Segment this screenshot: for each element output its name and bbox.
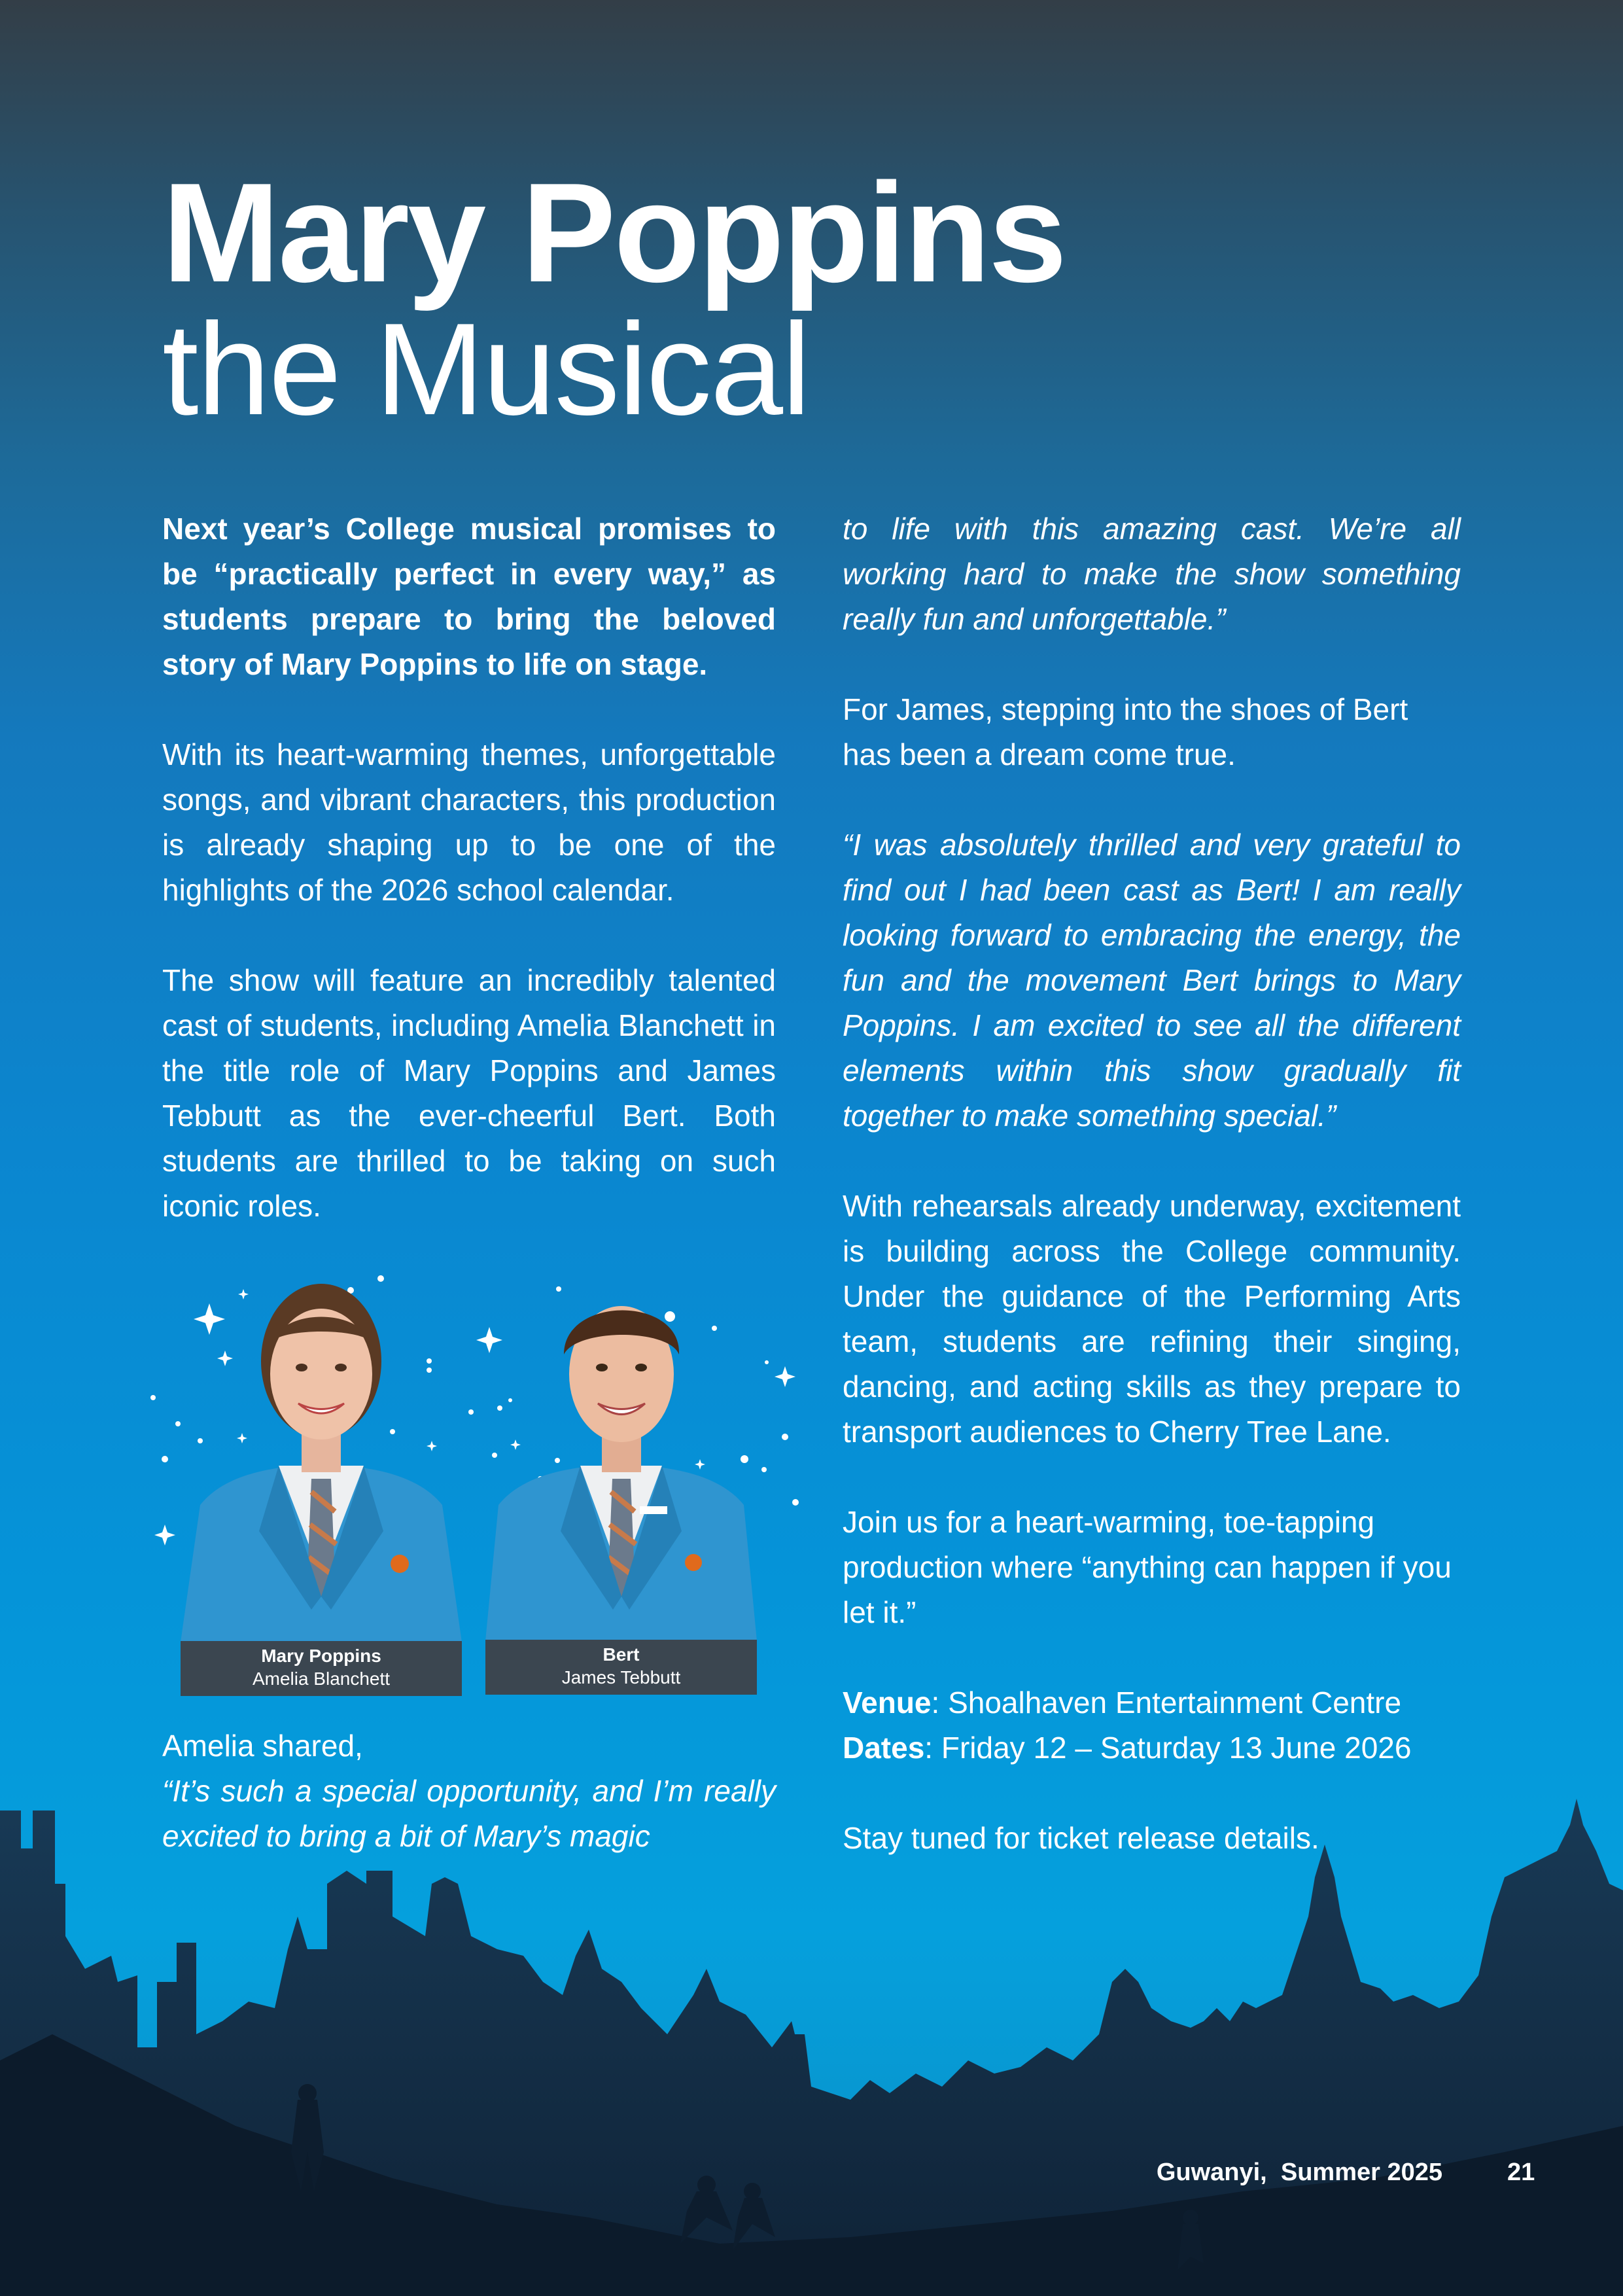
right-column (843, 506, 1461, 1861)
cast-photos (144, 1269, 811, 1701)
cast-role: Bert (602, 1644, 640, 1665)
james-quote: “I was absolutely thrilled and very grateful to find out I had been cast as Bert! I am really looking forward to embracing the energy, the fun and the movement Bert brings to Mary Poppins. I am excited to see all the different elements within this show gradually fit together to make something special.” (843, 828, 1461, 1133)
dates-label: Dates (843, 1731, 925, 1765)
london-skyline-silhouette (0, 1786, 1623, 2296)
invitation-paragraph: Join us for a heart-warming, toe-tapping production where “anything can happen if you let it.” (843, 1505, 1452, 1629)
left-column-top (162, 506, 776, 1229)
footer-publication: Guwanyi, Summer 2025 (1156, 2159, 1442, 2186)
portrait-amelia (181, 1269, 462, 1642)
cast-name: Amelia Blanchett (252, 1669, 391, 1689)
venue-value: : Shoalhaven Entertainment Centre (931, 1686, 1402, 1720)
amelia-quote-start: “It’s such a special opportunity, and I’m really excited to bring a bit of Mary’s magic (162, 1774, 776, 1853)
venue-line (843, 1680, 1461, 1725)
cast-card-mary (181, 1269, 462, 1696)
dates-line (843, 1725, 1461, 1771)
cast-card-bert (485, 1269, 757, 1695)
lead-paragraph: Next year’s College musical promises to be “practically perfect in every way,” as students prepare to bring the beloved story of Mary Poppins to life on stage. (162, 512, 776, 681)
cast-role: Mary Poppins (261, 1646, 381, 1666)
page-title (162, 153, 1066, 442)
footer-page-number: 21 (1507, 2159, 1535, 2186)
cast-caption-bert (485, 1640, 757, 1695)
title-line-2: the Musical (162, 296, 810, 442)
dates-value: : Friday 12 – Saturday 13 June 2026 (924, 1731, 1412, 1765)
rehearsals-paragraph: With rehearsals already underway, excitement is building across the College community. Under the guidance of the Performing Arts team, students are refining their singing, dancing, and acting skills as they prepare to transport audiences to Cherry Tree Lane. (843, 1189, 1461, 1449)
title-line-1: Mary Poppins (162, 153, 1066, 311)
amelia-intro: Amelia shared, (162, 1729, 363, 1763)
cast-name: James Tebbutt (561, 1667, 681, 1687)
closing-line: Stay tuned for ticket release details. (843, 1821, 1319, 1855)
amelia-quote-end: to life with this amazing cast. We’re all working hard to make the show something really fun and unforgettable.” (843, 512, 1461, 636)
cast-caption-mary (181, 1641, 462, 1696)
body-paragraph-themes: With its heart-warming themes, unforgettable songs, and vibrant characters, this production is already shaping up to be one of the highlights of the 2026 school calendar. (162, 737, 776, 907)
portrait-james (485, 1269, 757, 1641)
venue-label: Venue (843, 1686, 932, 1720)
james-intro-paragraph: For James, stepping into the shoes of Bert has been a dream come true. (843, 692, 1408, 771)
body-paragraph-cast: The show will feature an incredibly talented cast of students, including Amelia Blanchett in the title role of Mary Poppins and James Tebbutt as the ever-cheerful Bert. Both students are thrilled to be taking on such iconic roles. (162, 963, 776, 1223)
